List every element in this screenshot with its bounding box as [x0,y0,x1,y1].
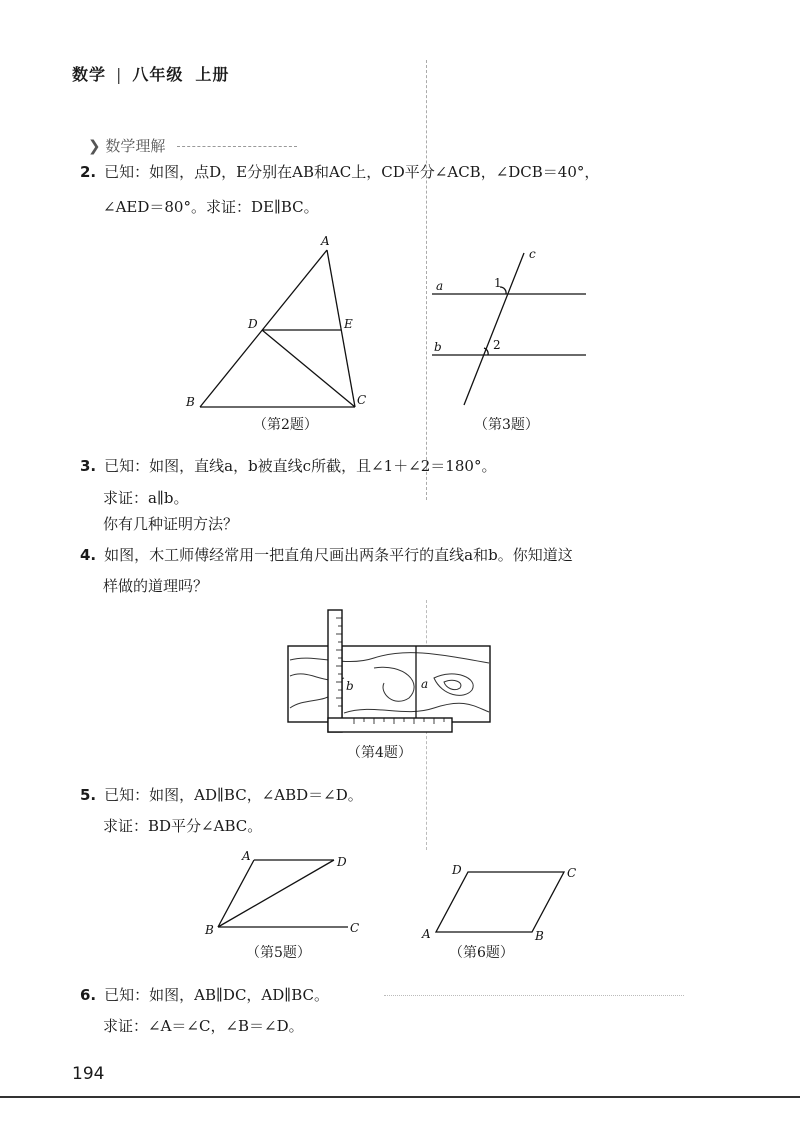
header-volume: 上册 [195,65,230,84]
question-text-line: 如图，木工师傅经常用一把直角尺画出两条平行的直线a和b。你知道这 [104,546,573,564]
label-E: E [344,317,353,331]
figure-5-trapezoid [200,848,370,938]
question-number: 5. [80,786,97,804]
question-text-line: 已知：如图，直线a，b被直线c所截，且∠1＋∠2＝180°。 [104,457,497,475]
figure-4-carpenter-square [284,608,496,736]
header-divider: | [116,65,123,84]
question-4 [80,545,573,565]
label-D: D [337,855,347,869]
page-number: 194 [72,1064,105,1084]
label-c: c [529,247,536,261]
dotted-guide [384,995,684,996]
label-C: C [350,921,360,935]
label-D: D [248,317,258,331]
figure-4-caption: （第4题） [347,745,412,761]
label-A: A [321,234,330,248]
label-a: a [436,279,444,293]
section-title-text: 数学理解 [105,137,166,155]
label-B: B [186,395,195,409]
header-grade: 八年级 [132,65,184,84]
label-angle-1: 1 [494,276,502,290]
figure-2-caption: （第2题） [253,417,318,433]
question-6 [80,985,329,1005]
label-D: D [452,863,462,877]
bottom-rule [0,1096,800,1098]
figure-3-parallel-lines [426,243,596,411]
question-3-line2: 求证：a∥b。 [103,489,189,507]
question-number: 3. [80,457,97,475]
question-number: 4. [80,546,97,564]
running-header [72,62,229,85]
question-number: 6. [80,986,97,1004]
question-5-line2: 求证：BD平分∠ABC。 [103,817,263,835]
question-text-line: 已知：如图，AD∥BC，∠ABD＝∠D。 [104,786,363,804]
question-2 [80,162,599,182]
question-3-line3: 你有几种证明方法？ [103,515,239,533]
segment-DC [262,330,355,407]
question-3 [80,456,496,476]
section-rule [177,146,297,147]
figure-6-parallelogram [418,860,588,945]
figure-5-caption: （第5题） [246,945,311,961]
section-arrow-icon: ❯ [88,137,101,155]
question-text-line: 已知：如图，AB∥DC，AD∥BC。 [104,986,329,1004]
label-a: a [421,677,429,691]
question-2-line2: ∠AED＝80°。求证：DE∥BC。 [103,198,319,216]
question-number: 2. [80,163,97,181]
section-title [88,135,297,156]
figure-2-triangle [180,232,380,417]
question-6-line2: 求证：∠A＝∠C，∠B＝∠D。 [103,1017,304,1035]
label-angle-2: 2 [493,338,501,352]
figure-6-caption: （第6题） [449,945,514,961]
segment-AB [200,250,327,407]
figure-3-caption: （第3题） [474,417,539,433]
label-B: B [535,929,544,943]
label-b: b [434,340,442,354]
label-C: C [567,866,577,880]
question-4-line2: 样做的道理吗？ [103,577,209,595]
question-text-line: 已知：如图，点D，E分别在AB和AC上，CD平分∠ACB，∠DCB＝40°， [104,163,600,181]
label-B: B [205,923,214,937]
label-A: A [422,927,431,941]
parallelogram-ABCD [436,872,564,932]
question-5 [80,785,363,805]
label-b: b [346,679,354,693]
label-A: A [242,849,251,863]
header-subject: 数学 [72,65,107,84]
label-C: C [357,393,367,407]
